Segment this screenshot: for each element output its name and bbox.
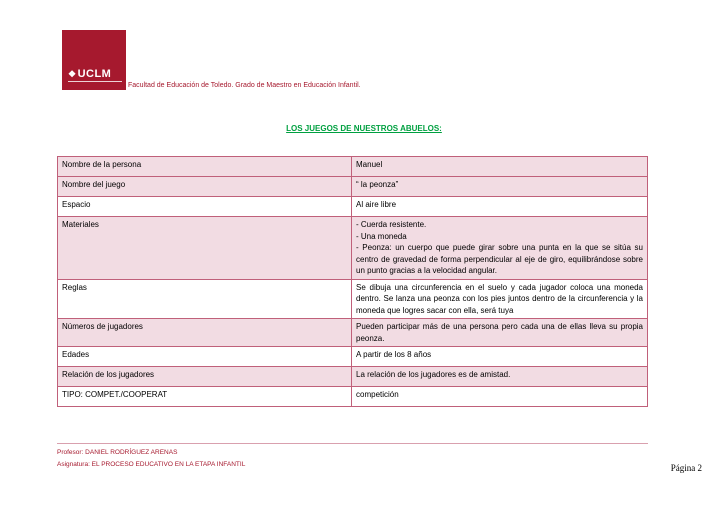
game-info-table <box>57 156 648 407</box>
row-value <box>352 387 648 407</box>
table-row <box>58 157 648 177</box>
document-title: LOS JUEGOS DE NUESTROS ABUELOS: <box>286 124 442 133</box>
footer-professor: Profesor: DANIEL RODRÍGUEZ ARENAS <box>57 449 178 456</box>
row-label: Nombre de la persona <box>58 157 352 177</box>
row-value-line: Al aire libre <box>356 200 397 209</box>
row-value <box>352 197 648 217</box>
row-value <box>352 347 648 367</box>
row-value-line: Se dibuja una circunferencia en el suelo y cada jugador coloca una moneda dentro. Se lanza una peonza con los pies juntos dentro de la circunferencia y la moneda que logres sacar con ella, será tuya <box>356 282 643 315</box>
row-value <box>352 319 648 347</box>
row-value-line: A partir de los 8 años <box>356 350 432 359</box>
row-label: Espacio <box>58 197 352 217</box>
table-row <box>58 367 648 387</box>
row-value-line: “ la peonza” <box>356 180 399 189</box>
table-row <box>58 217 648 280</box>
row-value-line: Pueden participar más de una persona pero cada una de ellas lleva su propia peonza. <box>356 322 643 343</box>
table-row <box>58 279 648 319</box>
logo-divider <box>68 81 122 85</box>
logo-text: UCLM <box>77 68 112 80</box>
row-value-line: competición <box>356 390 399 399</box>
row-label: Números de jugadores <box>58 319 352 347</box>
table-row <box>58 319 648 347</box>
uclm-logo <box>62 30 126 90</box>
table-row <box>58 347 648 367</box>
row-label: Nombre del juego <box>58 177 352 197</box>
row-label: TIPO: COMPET./COOPERAT <box>58 387 352 407</box>
table-row <box>58 177 648 197</box>
row-label: Materiales <box>58 217 352 280</box>
page-number: Página 2 <box>670 463 702 473</box>
row-value <box>352 157 648 177</box>
uclm-emblem-icon: ❖ <box>68 69 77 79</box>
row-value <box>352 279 648 319</box>
row-value <box>352 177 648 197</box>
row-value <box>352 367 648 387</box>
row-value <box>352 217 648 280</box>
page-footer <box>57 443 648 471</box>
row-value-line: - Cuerda resistente. <box>356 220 427 229</box>
row-label: Edades <box>58 347 352 367</box>
footer-subject: Asignatura: EL PROCESO EDUCATIVO EN LA ETAPA INFANTIL <box>57 461 246 468</box>
row-value-line: La relación de los jugadores es de amistad. <box>356 370 511 379</box>
row-value-line: Manuel <box>356 160 383 169</box>
row-label: Reglas <box>58 279 352 319</box>
row-value-line: - Una moneda <box>356 231 407 241</box>
table-row <box>58 387 648 407</box>
row-label: Relación de los jugadores <box>58 367 352 387</box>
faculty-header: Facultad de Educación de Toledo. Grado de Maestro en Educación Infantil. <box>128 82 361 89</box>
table-row <box>58 197 648 217</box>
row-value-line: - Peonza: un cuerpo que puede girar sobre una punta en la que se sitúa su centro de gravedad de forma perpendicular al eje de giro, equilibrándose sobre un punto gracias a la velocidad angular. <box>356 243 643 275</box>
